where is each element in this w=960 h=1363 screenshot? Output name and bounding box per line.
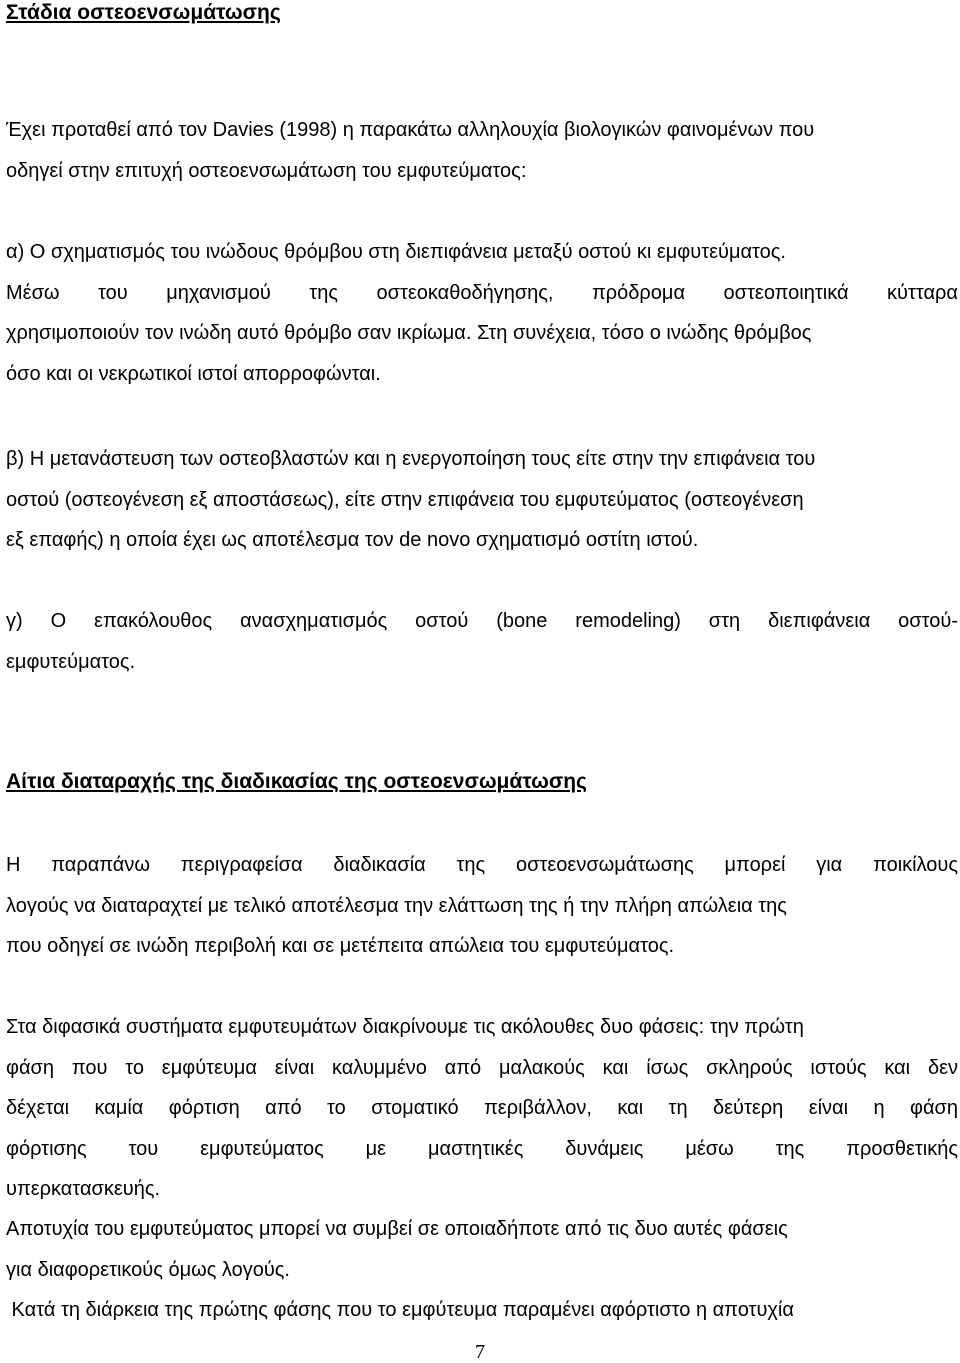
list-item-a — [6, 232, 958, 394]
text-line: φόρτισης του εμφυτεύματος με μαστητικές δυνάμεις μέσω της προσθετικής — [6, 1137, 958, 1160]
text-line: Στα διφασικά συστήματα εμφυτευμάτων διακρίνουμε τις ακόλουθες δυο φάσεις: την πρώτη — [6, 1016, 804, 1038]
failure-paragraph — [6, 1209, 958, 1290]
text-line: γ) Ο επακόλουθος ανασχηματισμός οστού (bone remodeling) στη διεπιφάνεια οστού- — [6, 610, 958, 632]
text-line: β) Η μετανάστευση των οστεοβλαστών και η ενεργοποίηση τους είτε στην την επιφάνεια του — [6, 448, 816, 470]
first-phase-paragraph — [6, 1290, 958, 1331]
section-heading-disturbance-causes: Αίτια διαταραχής της διαδικασίας της οστεοενσωμάτωσης — [6, 770, 587, 793]
intro-paragraph — [6, 110, 958, 191]
text-line: για διαφορετικούς όμως λογούς. — [6, 1258, 290, 1281]
text-line: εξ επαφής) η οποία έχει ως αποτέλεσμα τον de novo σχηματισμό οστίτη ιστού. — [6, 529, 699, 551]
section-heading-osseointegration-stages: Στάδια οστεοενσωμάτωσης — [6, 1, 281, 24]
causes-paragraph — [6, 845, 958, 967]
text-line: δέχεται καμία φόρτιση από το στοματικό περιβάλλον, και τη δεύτερη είναι η φάση — [6, 1097, 958, 1119]
text-line: φάση που το εμφύτευμα είναι καλυμμένο από μαλακούς και ίσως σκληρούς ιστούς και δεν — [6, 1056, 958, 1079]
text-line: Έχει προταθεί από τον Davies (1998) η παρακάτω αλληλουχία βιολογικών φαινομένων που — [6, 119, 815, 141]
text-line: όσο και οι νεκρωτικοί ιστοί απορροφώνται. — [6, 362, 381, 385]
list-item-c — [6, 601, 958, 682]
text-line: υπερκατασκευής. — [6, 1178, 161, 1200]
text-line: Αποτυχία του εμφυτεύματος μπορεί να συμβεί σε οποιαδήποτε από τις δυο αυτές φάσεις — [6, 1218, 788, 1240]
text-line: χρησιμοποιούν τον ινώδη αυτό θρόμβο σαν ικρίωμα. Στη συνέχεια, τόσο ο ινώδης θρόμβος — [6, 322, 812, 344]
text-line: Κατά τη διάρκεια της πρώτης φάσης που το εμφύτευμα παραμένει αφόρτιστο η αποτυχία — [6, 1299, 794, 1321]
text-line: Η παραπάνω περιγραφείσα διαδικασία της οστεοενσωμάτωσης μπορεί για ποικίλους — [6, 854, 958, 876]
list-item-b — [6, 439, 958, 561]
text-line: οδηγεί στην επιτυχή οστεοενσωμάτωση του εμφυτεύματος: — [6, 159, 527, 182]
text-line: εμφυτεύματος. — [6, 650, 136, 673]
two-phase-systems-paragraph — [6, 1007, 958, 1210]
text-line: Μέσω του μηχανισμού της οστεοκαθοδήγησης, πρόδρομα οστεοποιητικά κύτταρα — [6, 281, 958, 304]
page-number: 7 — [475, 1341, 485, 1363]
text-line: που οδηγεί σε ινώδη περιβολή και σε μετέπειτα απώλεια του εμφυτεύματος. — [6, 935, 675, 957]
text-line: οστού (οστεογένεση εξ αποστάσεως), είτε στην επιφάνεια του εμφυτεύματος (οστεογένεση — [6, 488, 804, 511]
text-line: α) Ο σχηματισμός του ινώδους θρόμβου στη διεπιφάνεια μεταξύ οστού κι εμφυτεύματος. — [6, 241, 786, 263]
text-line: λογούς να διαταραχτεί με τελικό αποτέλεσμα την ελάττωση της ή την πλήρη απώλεια της — [6, 894, 787, 917]
